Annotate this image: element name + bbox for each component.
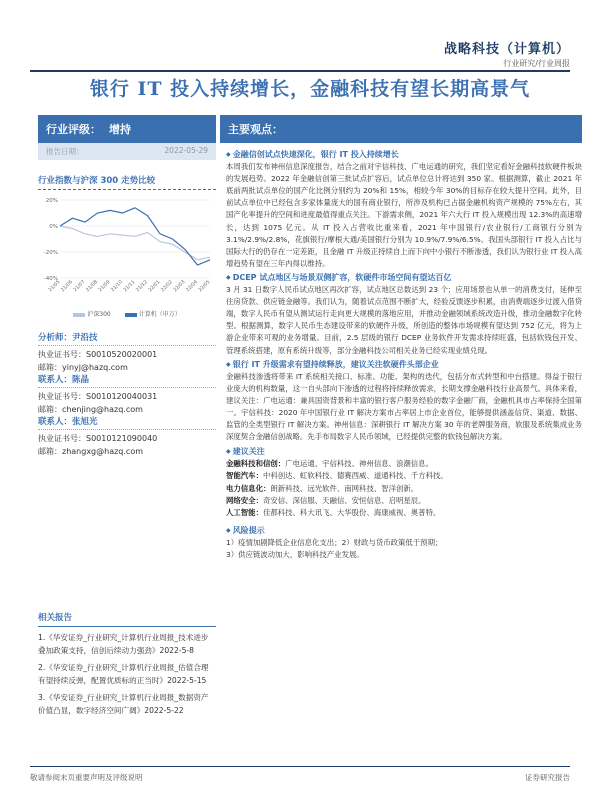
y-tick-label: 0%	[49, 224, 58, 230]
focus-line: 人工智能：佳都科技、科大讯飞、大华股份、海康威视、奥普特。	[226, 507, 441, 517]
legend-item-computer: 计算机（申万）	[125, 309, 181, 318]
key-points-body	[220, 143, 582, 561]
report-category-title: 战略科技（计算机）	[443, 42, 570, 57]
left-sidebar	[38, 115, 216, 458]
related-reports-heading: 相关报告	[38, 612, 216, 627]
chart-title: 行业指数与沪深 300 走势比较	[38, 174, 216, 190]
focus-list	[226, 446, 582, 519]
x-tick-label: 21/09	[98, 279, 112, 294]
focus-line: 网络安全：奇安信、深信服、天融信、安恒信息、启明星辰。	[226, 495, 426, 505]
index-comparison-chart	[38, 194, 216, 318]
analyst-block-2	[38, 374, 216, 416]
risk-line: 3）供应链波动加大，影响科技产业发展。	[226, 550, 364, 559]
related-report-item[interactable]: 2.《华安证券_行业研究_计算机行业周报_估值合理有望持续反弹，配置优质标的正当时》2022-5-15	[38, 663, 209, 685]
analyst-cert: 执业证书号：S0010520020001	[38, 350, 158, 359]
header-divider	[30, 70, 570, 72]
x-tick-label: 21/05	[48, 279, 62, 294]
x-tick-label: 22/01	[148, 279, 162, 294]
report-date-value: 2022-05-29	[164, 146, 208, 155]
rating-label: 行业评级：	[46, 123, 101, 136]
focus-line: 金融科技和信创：广电运通、宇信科技、神州信息、浪潮信息。	[226, 459, 433, 469]
contact-cert: 执业证书号：S0010121090040	[38, 434, 158, 443]
x-tick-label: 21/11	[123, 279, 137, 294]
report-date-bar	[38, 143, 216, 160]
y-tick-label: -20%	[43, 250, 58, 256]
section-text-3: 金融科技渗透将带来 IT 系统相关接口、标准、功能、架构的迭代，包括分布式转型和中台搭建。得益于银行业庞大的机构数量，这一自头部向下渗透的过程将持续释放需求，长期支撑金融科技行业高景气。具体来看，建议关注：广电运通：兼具国资背景和丰富的银行客户服务经验的数字金融厂商，金融机具市占率保持全国第一。宇信科技：2020 年中国银行业 IT 解决方案市占率居上市企业首位，能够提供涵盖信贷、渠道、数据、监管的全类型银行 IT 解决方案。神州信息：深耕银行 IT 解决方案 30 年的老牌服务商，软服及系统集成业务深度契合金融信创战略。先手布局数字人民币领域，已经提供完整的软钱包解决方案。	[226, 371, 582, 442]
analyst-email: 邮箱：yinyj@hazq.com	[38, 363, 128, 372]
report-type: 行业研究/行业周报	[503, 59, 570, 68]
x-tick-label: 22/02	[160, 279, 174, 294]
x-tick-label: 22/03	[173, 279, 187, 294]
y-tick-label: 20%	[45, 198, 58, 204]
section-text-2: 3 月 31 日数字人民币试点地区再次扩容，试点地区总数达到 23 个；应用场景也从单一的消费支付，延伸至住房贷款、供应链金融等。我们认为，随着试点范围不断扩大，经验反馈逐步积累，由消费端逐步过渡入借贷端，数字人民币有望从测试运行走向更大规模的落地应用，并推动金融领域系统改造升级，推动金融数字化转型。根据测算，数字人民币生态建设带来的软硬件升级，所创造的整体市场规模有望达到 752 亿元，将为上游企业带来可观的业务增量。目前，2.5 层级的银行 DCEP 业务软件开发需求持续旺盛，包括软钱包开发、管理系统搭建，原有系统升级等，部分金融科技公司相关业务已经实现业绩兑现。	[226, 285, 582, 355]
section-title-2: ◆ DCEP 试点地区与场景双侧扩容，软硬件市场空间有望达百亿	[226, 272, 582, 284]
related-reports	[38, 612, 216, 721]
contact-email: 邮箱：zhangxg@hazq.com	[38, 447, 144, 456]
x-tick-label: 21/07	[73, 279, 87, 294]
page-title: 银行 IT 投入持续增长，金融科技有望长期高景气	[89, 78, 531, 100]
analyst-heading: 分析师：尹沿技	[38, 332, 216, 346]
legend-item-hs300: 沪深300	[73, 309, 110, 318]
rating-value: 增持	[109, 123, 131, 136]
section-title-3: ◆ 银行 IT 升级需求有望持续释放，建议关注软硬件头部企业	[226, 359, 582, 371]
rating-box	[38, 115, 216, 143]
footer-divider	[30, 766, 570, 767]
x-tick-label: 21/10	[110, 279, 124, 294]
section-text-1: 本周我们发布神州信息深度报告，结合之前对宇信科技、广电运通的研究，我们坚定看好金融科技软硬件板块的发展趋势。2022 年金融信创第三批试点扩容后，试点单位总计将达到 350 家。根据测算，截止 2021 年底前两批试点单位的国产化比例分别约为 20%和 15%，相较今年 30%的目标存在较大提升空间。此外，目前试点单位中已经包含多家体量庞大的国有商业银行，所涉及机构已占据金融机构资产规模的 75%左右，其国产化率提升的空间和进度最值得重点关注。下游需求侧，2021 年六大行 IT 投入规模出现 12.3%的高速增长，达到 1075 亿元。从 IT 投入占营收比重来看，2021 年中国银行/农业银行/工商银行分别为 3.1%/2.9%/2.8%，花旗银行/摩根大通/美国银行分别为 10.9%/7.9%/6.5%。我国头部银行 IT 投入占比与国际大行的仍存在一定差距，且金融 IT 升级正持续自上而下向中小银行不断渗透，我们认为银行业 IT 投入高增趋势有望在三年内得以维持。	[226, 162, 582, 268]
x-tick-label: 21/06	[60, 279, 74, 294]
analyst-list	[38, 332, 216, 458]
focus-line: 智能汽车：中科创达、虹软科技、德赛西威、道通科技、千方科技。	[226, 471, 448, 481]
risk-section	[226, 525, 582, 561]
related-report-item[interactable]: 3.《华安证券_行业研究_计算机行业周报_数据资产价值凸显，数字经济空间广阔》2022-5-22	[38, 693, 209, 715]
key-points-heading: 主要观点：	[220, 115, 582, 143]
x-tick-label: 21/12	[135, 279, 149, 294]
focus-line: 电力信息化：朗新科技、远光软件、南网科技、智洋创新。	[226, 483, 419, 493]
main-content	[220, 115, 582, 561]
analyst-block-3	[38, 416, 216, 458]
x-tick-label: 22/05	[198, 279, 212, 294]
y-tick-label: -40%	[43, 276, 58, 282]
footer-label: 证券研究报告	[525, 773, 570, 782]
series-line-hs300	[60, 226, 210, 260]
section-title-1: ◆ 金融信创试点快速深化，银行 IT 投入持续增长	[226, 149, 582, 161]
x-tick-label: 22/04	[185, 279, 199, 294]
x-tick-label: 21/08	[85, 279, 99, 294]
risk-line: 1）疫情加剧降低企业信息化支出；2）财政与货币政策低于预期；	[226, 537, 443, 547]
related-report-item[interactable]: 1.《华安证券_行业研究_计算机行业周报_技术进步叠加政策支持，信创后续动力强劲》2022-5-8	[38, 633, 209, 655]
contact-heading: 联系人：陈晶	[38, 374, 216, 388]
risk-title: ◆ 风险提示	[226, 525, 582, 537]
contact-email: 邮箱：chenjing@hazq.com	[38, 405, 143, 414]
focus-title: ◆ 建议关注	[226, 446, 582, 458]
contact-cert: 执业证书号：S0010120040031	[38, 392, 158, 401]
analyst-block-1	[38, 332, 216, 374]
chart-legend	[38, 309, 216, 318]
report-date-label: 报告日期：	[46, 147, 84, 156]
line-chart-svg	[38, 194, 216, 304]
contact-heading: 联系人：张旭光	[38, 416, 216, 430]
footer-disclaimer: 敬请参阅末页重要声明及评级说明	[30, 773, 143, 782]
